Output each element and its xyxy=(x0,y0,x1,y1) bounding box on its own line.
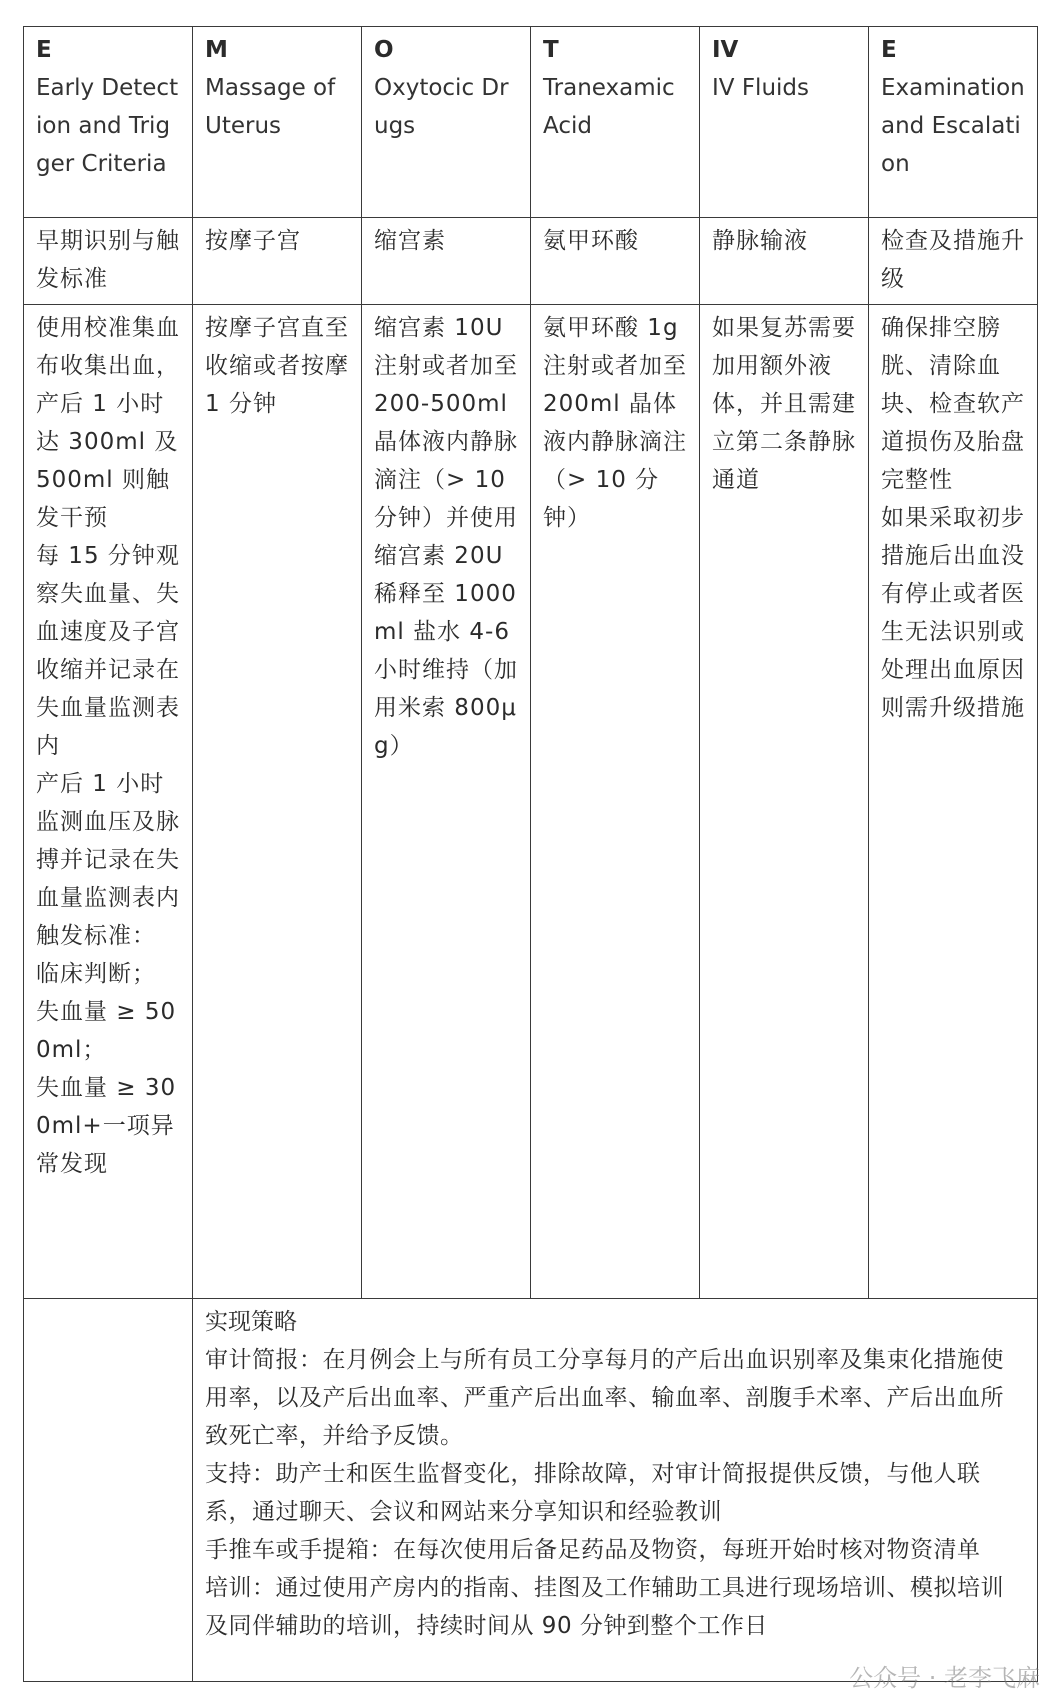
column-letter: E xyxy=(36,37,52,63)
detail-text: 失血量 ≥ 500ml； xyxy=(36,999,177,1063)
column-chinese-title: 按摩子宫 xyxy=(205,228,301,254)
column-chinese-title: 静脉输液 xyxy=(712,228,808,254)
column-english-title: Tranexamic Acid xyxy=(543,75,675,139)
detail-text: 缩宫素 10U 注射或者加至 200-500ml 晶体液内静脉滴注（> 10 分钟）并使用缩宫素 20U 稀释至 1000ml 盐水 4-6 小时维持（加用米索 800μg） xyxy=(374,315,518,759)
detail-text: 产后 1 小时监测血压及脉搏并记录在失血量监测表内 xyxy=(36,771,180,911)
detail-text: 如果复苏需要加用额外液体，并且需建立第二条静脉通道 xyxy=(712,315,856,493)
chinese-title-cell xyxy=(869,218,1038,305)
header-row-english xyxy=(24,27,1038,218)
header-row-chinese xyxy=(24,218,1038,305)
detail-text: 使用校准集血布收集出血，产后 1 小时达 300ml 及 500ml 则触发干预 xyxy=(36,315,180,531)
header-cell-oxytocic xyxy=(362,27,531,218)
column-chinese-title: 检查及措施升级 xyxy=(881,228,1025,292)
strategy-item-support: 支持：助产士和医生监督变化，排除故障，对审计简报提供反馈，与他人联系，通过聊天、会议和网站来分享知识和经验教训 xyxy=(205,1461,981,1525)
chinese-title-cell xyxy=(24,218,193,305)
column-english-title: IV Fluids xyxy=(712,75,809,101)
column-english-title: Early Detection and Trigger Criteria xyxy=(36,75,179,177)
details-row xyxy=(24,305,1038,1299)
column-letter: T xyxy=(543,37,559,63)
chinese-title-cell xyxy=(531,218,700,305)
detail-text: 失血量 ≥ 300ml+一项异常发现 xyxy=(36,1075,177,1177)
header-cell-massage xyxy=(193,27,362,218)
strategy-item-audit: 审计简报：在月例会上与所有员工分享每月的产后出血识别率及集束化措施使用率，以及产后出血率、严重产后出血率、输血率、剖腹手术率、产后出血所致死亡率，并给予反馈。 xyxy=(205,1347,1004,1449)
header-cell-tranexamic xyxy=(531,27,700,218)
details-cell-iv-fluids xyxy=(700,305,869,1299)
chinese-title-cell xyxy=(193,218,362,305)
column-letter: E xyxy=(881,37,897,63)
emotive-bundle-table xyxy=(23,26,1038,1682)
detail-text: 氨甲环酸 1g 注射或者加至 200ml 晶体液内静脉滴注（> 10 分钟） xyxy=(543,315,687,531)
details-cell-tranexamic xyxy=(531,305,700,1299)
header-cell-early-detection xyxy=(24,27,193,218)
details-cell-oxytocic xyxy=(362,305,531,1299)
details-cell-early-detection xyxy=(24,305,193,1299)
strategy-cell xyxy=(193,1299,1038,1682)
column-chinese-title: 缩宫素 xyxy=(374,228,446,254)
watermark: 公众号 · 老李飞麻 xyxy=(849,1664,1040,1692)
header-cell-iv-fluids xyxy=(700,27,869,218)
detail-text: 触发标准： xyxy=(36,923,156,949)
detail-text: 如果采取初步措施后出血没有停止或者医生无法识别或处理出血原因则需升级措施 xyxy=(881,505,1025,721)
column-chinese-title: 氨甲环酸 xyxy=(543,228,639,254)
chinese-title-cell xyxy=(362,218,531,305)
chinese-title-cell xyxy=(700,218,869,305)
strategy-item-training: 培训：通过使用产房内的指南、挂图及工作辅助工具进行现场培训、模拟培训及同伴辅助的培训，持续时间从 90 分钟到整个工作日 xyxy=(205,1575,1004,1639)
detail-text: 确保排空膀胱、清除血块、检查软产道损伤及胎盘完整性 xyxy=(881,315,1025,493)
column-chinese-title: 早期识别与触发标准 xyxy=(36,228,180,292)
detail-text: 每 15 分钟观察失血量、失血速度及子宫收缩并记录在失血量监测表内 xyxy=(36,543,180,759)
column-english-title: Massage of Uterus xyxy=(205,75,336,139)
detail-text: 临床判断； xyxy=(36,961,156,987)
strategy-title: 实现策略 xyxy=(205,1309,297,1335)
column-english-title: Examination and Escalation xyxy=(881,75,1025,177)
detail-text: 按摩子宫直至收缩或者按摩 1 分钟 xyxy=(205,315,349,417)
strategy-empty-cell xyxy=(24,1299,193,1682)
column-letter: IV xyxy=(712,37,739,63)
details-cell-massage xyxy=(193,305,362,1299)
strategy-item-trolley: 手推车或手提箱：在每次使用后备足药品及物资，每班开始时核对物资清单 xyxy=(205,1537,981,1563)
column-english-title: Oxytocic Drugs xyxy=(374,75,509,139)
strategy-row xyxy=(24,1299,1038,1682)
header-cell-examination xyxy=(869,27,1038,218)
column-letter: M xyxy=(205,37,228,63)
column-letter: O xyxy=(374,37,394,63)
details-cell-examination xyxy=(869,305,1038,1299)
